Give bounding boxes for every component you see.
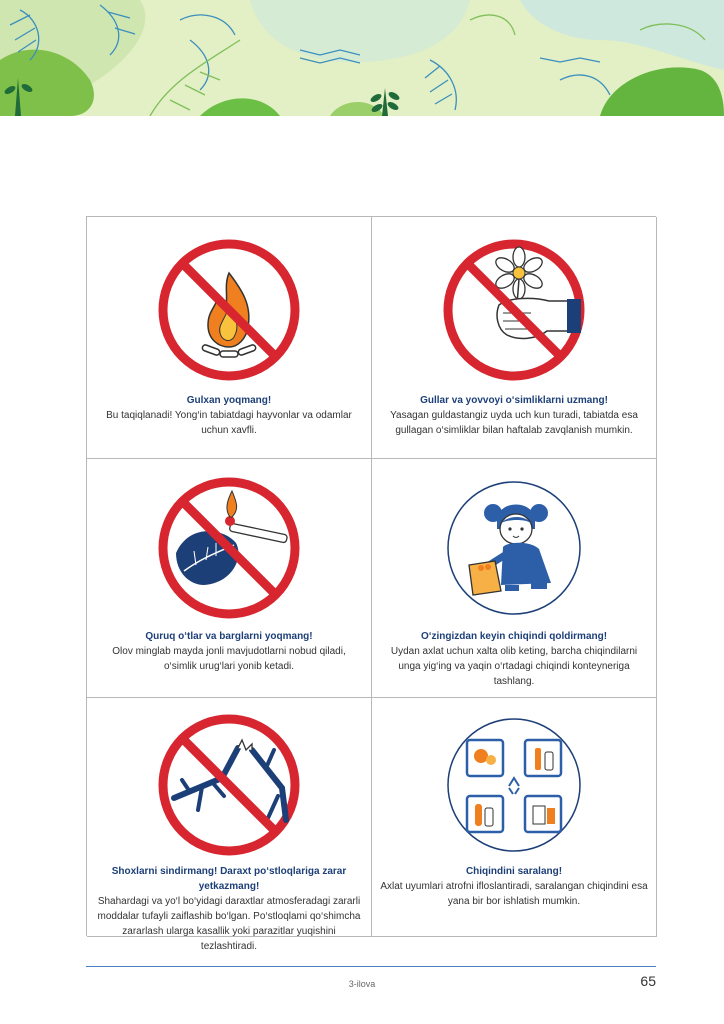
no-burning-leaves-icon xyxy=(154,473,304,623)
card-body: Uydan axlat uchun xalta olib keting, barcha chiqindilarni unga yig‘ing va yaqin o‘rtadagi chiqindi konteyneriga tashlang. xyxy=(390,646,638,687)
footer-divider xyxy=(86,966,656,967)
no-breaking-branches-icon xyxy=(154,710,304,860)
card-sort-waste xyxy=(372,698,657,937)
card-no-picking-flowers xyxy=(372,217,657,459)
card-title: Shoxlarni sindirmang! Daraxt po‘stloqlariga zarar yetkazmang! xyxy=(111,866,347,892)
decorative-leaf-banner xyxy=(0,0,724,116)
card-title: Gullar va yovvoyi o‘simliklarni uzmang! xyxy=(420,395,608,406)
card-collect-trash xyxy=(372,459,657,698)
card-title: Quruq o‘tlar va barglarni yoqmang! xyxy=(145,631,313,642)
card-no-breaking-branches xyxy=(87,698,372,952)
no-campfire-icon xyxy=(154,235,304,385)
rules-grid xyxy=(86,216,656,952)
card-caption xyxy=(380,393,648,438)
card-caption xyxy=(95,393,363,438)
card-title: Chiqindini saralang! xyxy=(465,866,563,877)
sort-waste-icon xyxy=(439,710,589,860)
page-number: 65 xyxy=(640,973,656,989)
girl-collecting-trash-icon xyxy=(439,473,589,623)
card-body: Bu taqiqlanadi! Yong‘in tabiatdagi hayvonlar va odamlar uchun xavfli. xyxy=(106,410,352,436)
card-title: Gulxan yoqmang! xyxy=(186,395,272,406)
card-body: Axlat uyumlari atrofni ifloslantiradi, saralangan chiqindini esa yana bir bor ishlatish mumkin. xyxy=(380,881,648,907)
card-no-campfire xyxy=(87,217,372,459)
card-body: Shahardagi va yo‘l bo‘yidagi daraxtlar atmosferadagi zararli moddalar tufayli zaiflashib bo‘lgan. Po‘stloqlami qo‘shimcha zararlash ularga kasallik yoki parazitlar yuqishini tezlashtiradi. xyxy=(97,896,361,952)
card-title: O‘zingizdan keyin chiqindi qoldirmang! xyxy=(420,631,608,642)
card-caption xyxy=(95,629,363,674)
no-picking-flowers-icon xyxy=(439,235,589,385)
card-no-burning-leaves xyxy=(87,459,372,698)
card-caption xyxy=(95,864,363,954)
footer-label: 3-ilova xyxy=(348,979,376,989)
card-caption xyxy=(380,864,648,909)
card-caption xyxy=(380,629,648,689)
card-body: Olov minglab mayda jonli mavjudotlarni nobud qiladi, o‘simlik urug‘lari yonib ketadi. xyxy=(112,646,346,672)
card-body: Yasagan guldastangiz uyda uch kun turadi, tabiatda esa gullagan o‘simliklar bilan haftalab zavqlanish mumkin. xyxy=(390,410,638,436)
